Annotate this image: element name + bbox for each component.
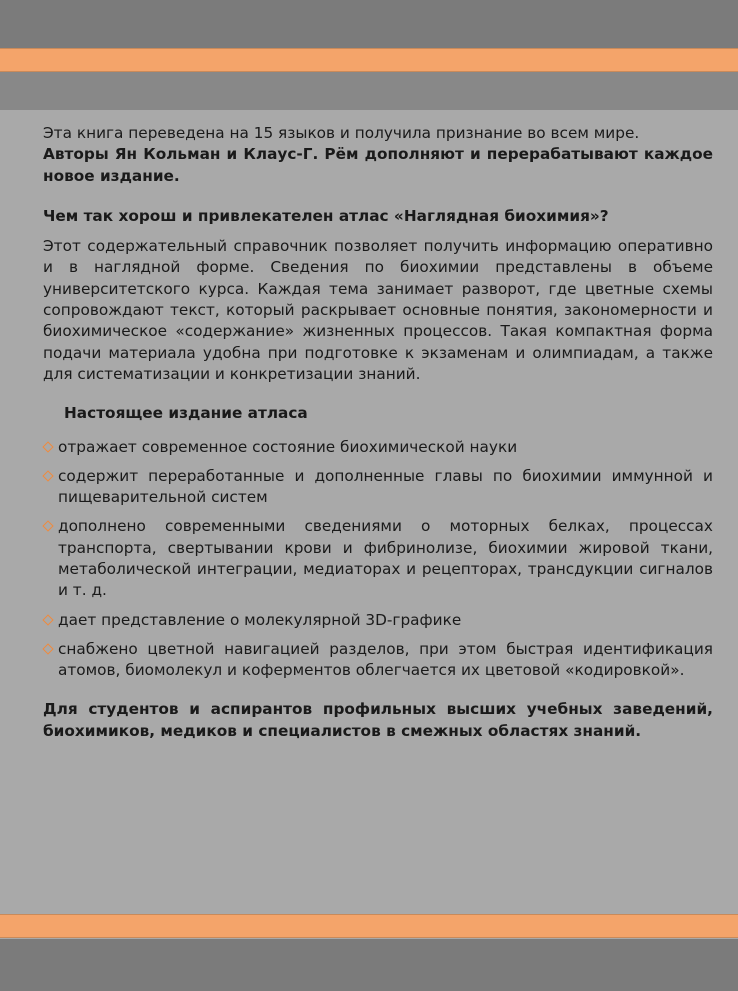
diamond-bullet-icon: [42, 614, 53, 625]
top-dark-band: [0, 0, 738, 48]
diamond-bullet-icon: [42, 643, 53, 654]
diamond-bullet-icon: [42, 470, 53, 481]
top-orange-stripe: [0, 48, 738, 72]
bottom-dark-band: [0, 939, 738, 991]
diamond-bullet-icon: [42, 441, 53, 452]
list-item-text: снабжено цветной навигацией разделов, при этом быстрая идентификация атомов, биомолекул и коферментов облегчается их цветовой «кодировкой».: [58, 639, 713, 680]
question-heading: Чем так хорош и привлекателен атлас «Наглядная биохимия»?: [43, 206, 609, 225]
list-item: [43, 437, 713, 458]
list-item: [43, 610, 713, 631]
bottom-orange-stripe: [0, 914, 738, 938]
list-item-text: отражает современное состояние биохимической науки: [58, 437, 518, 456]
features-list: [43, 437, 713, 682]
diamond-bullet-icon: [42, 521, 53, 532]
list-item: [43, 516, 713, 601]
list-item-text: дополнено современными сведениями о моторных белках, процессах транспорта, свертывании крови и фибринолизе, биохимии жировой ткани, метаболической интеграции, медиаторах и рецепторах, трансдукции сигналов и т. д.: [58, 517, 713, 600]
edition-heading: Настоящее издание атласа: [64, 404, 308, 423]
intro-line-2: Авторы Ян Кольман и Клаус-Г. Рём дополняют и перерабатывают каждое новое издание.: [43, 145, 713, 185]
top-gray-band: [0, 72, 738, 110]
audience-statement: Для студентов и аспирантов профильных высших учебных заведений, биохимиков, медиков и специалистов в смежных областях знаний.: [43, 699, 713, 740]
list-item-text: дает представление о молекулярной 3D-графике: [58, 610, 462, 629]
list-item: [43, 639, 713, 682]
intro-line-1: Эта книга переведена на 15 языков и получила признание во всем мире.: [43, 124, 640, 142]
list-item: [43, 466, 713, 509]
description-paragraph: Этот содержательный справочник позволяет получить информацию оперативно и в наглядной форме. Сведения по биохимии представлены в объеме университетского курса. Каждая тема занимает разворот, где цветные схемы сопровождают текст, который раскрывает основные понятия, закономерности и биохимическое «содержание» жизненных процессов. Такая компактная форма подачи материала удобна при подготовке к экзаменам и олимпиадам, а также для систематизации и конкретизации знаний.: [43, 237, 713, 383]
list-item-text: содержит переработанные и дополненные главы по биохимии иммунной и пищеварительной систем: [58, 466, 713, 507]
back-cover-text: [43, 123, 713, 742]
